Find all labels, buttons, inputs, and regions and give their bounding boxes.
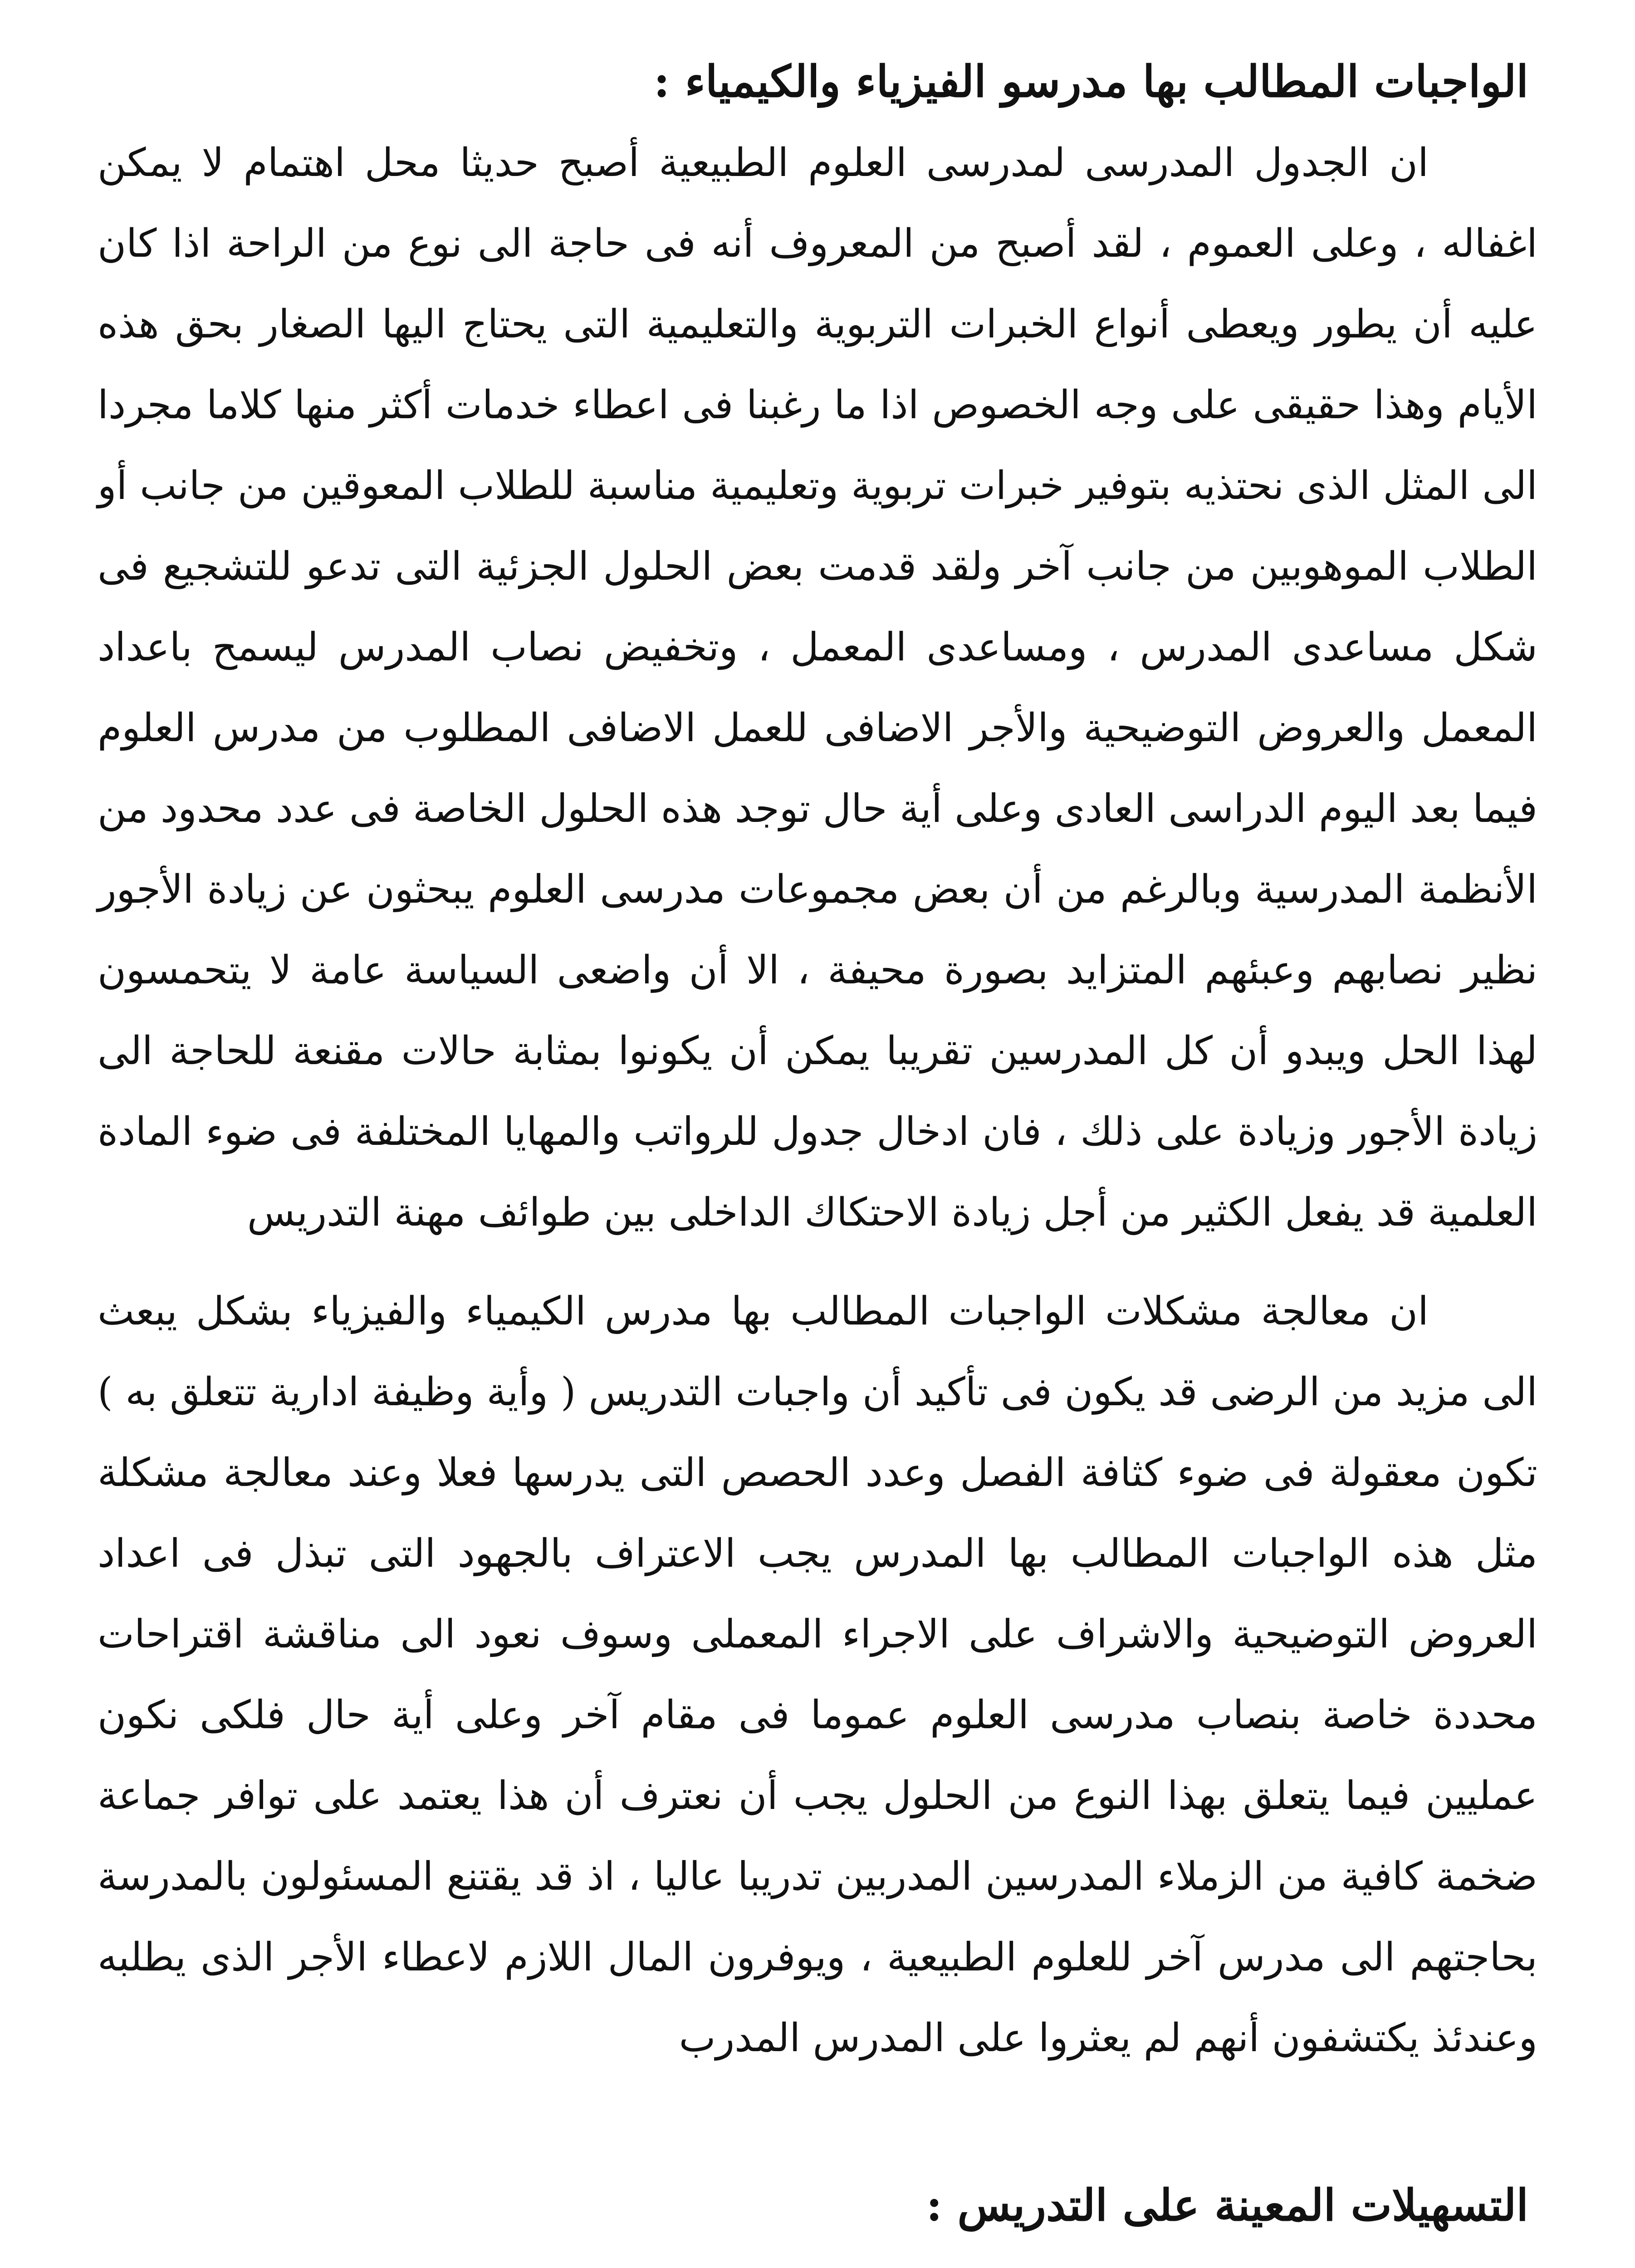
section-heading-teaching-aids: التسهيلات المعينة على التدريس : xyxy=(926,2180,1528,2231)
section-heading-duties: الواجبات المطالب بها مدرسو الفيزياء والكيمياء : xyxy=(653,56,1528,107)
paragraph-text: ان الجدول المدرسى لمدرسى العلوم الطبيعية أصبح حديثا محل اهتمام لا يمكن اغفاله ، وعلى العموم ، لقد أصبح من المعروف أنه فى حاجة الى نوع من الراحة اذا كان عليه أن يطور ويعطى أنواع الخبرات التربوية والتعليمية التى يحتاج اليها الصغار بحق هذه الأيام وهذا حقيقى على وجه الخصوص اذا ما رغبنا فى اعطاء خدمات أكثر منها كلاما مجردا الى المثل الذى نحتذيه بتوفير خبرات تربوية وتعليمية مناسبة للطلاب المعوقين من جانب أو الطلاب الموهوبين من جانب آخر ولقد قدمت بعض الحلول الجزئية التى تدعو للتشجيع فى شكل مساعدى المدرس ، ومساعدى المعمل ، وتخفيض نصاب المدرس ليسمح باعداد المعمل والعروض التوضيحية والأجر الاضافى للعمل الاضافى المطلوب من مدرس العلوم فيما بعد اليوم الدراسى العادى وعلى أية حال توجد هذه الحلول الخاصة فى عدد محدود من الأنظمة المدرسية وبالرغم من أن بعض مجموعات مدرسى العلوم يبحثون عن زيادة الأجور نظير نصابهم وعبئهم المتزايد بصورة محيفة ، الا أن واضعى السياسة عامة لا يتحمسون لهذا الحل ويبدو أن كل المدرسين تقريبا يمكن أن يكونوا بمثابة حالات مقنعة للحاجة الى زيادة الأجور وزيادة على ذلك ، فان ادخال جدول للرواتب والمهايا المختلفة فى ضوء المادة العلمية قد يفعل الكثير من أجل زيادة الاحتكاك الداخلى بين طوائف مهنة التدريس xyxy=(98,140,1537,1235)
paragraph-teaching-schedule xyxy=(98,122,1537,1253)
paragraph-duties-solutions xyxy=(98,1271,1537,2078)
paragraph-text: ان معالجة مشكلات الواجبات المطالب بها مدرس الكيمياء والفيزياء بشكل يبعث الى مزيد من الرضى قد يكون فى تأكيد أن واجبات التدريس ( وأية وظيفة ادارية تتعلق به ) تكون معقولة فى ضوء كثافة الفصل وعدد الحصص التى يدرسها فعلا وعند معالجة مشكلة مثل هذه الواجبات المطالب بها المدرس يجب الاعتراف بالجهود التى تبذل فى اعداد العروض التوضيحية والاشراف على الاجراء المعملى وسوف نعود الى مناقشة اقتراحات محددة خاصة بنصاب مدرسى العلوم عموما فى مقام آخر وعلى أية حال فلكى نكون عمليين فيما يتعلق بهذا النوع من الحلول يجب أن نعترف أن هذا يعتمد على توافر جماعة ضخمة كافية من الزملاء المدرسين المدربين تدريبا عاليا ، اذ قد يقتنع المسئولون بالمدرسة بحاجتهم الى مدرس آخر للعلوم الطبيعية ، ويوفرون المال اللازم لاعطاء الأجر الذى يطلبه وعندئذ يكتشفون أنهم لم يعثروا على المدرس المدرب xyxy=(98,1289,1537,2061)
paragraph-teaching-aids xyxy=(98,2255,1537,2268)
